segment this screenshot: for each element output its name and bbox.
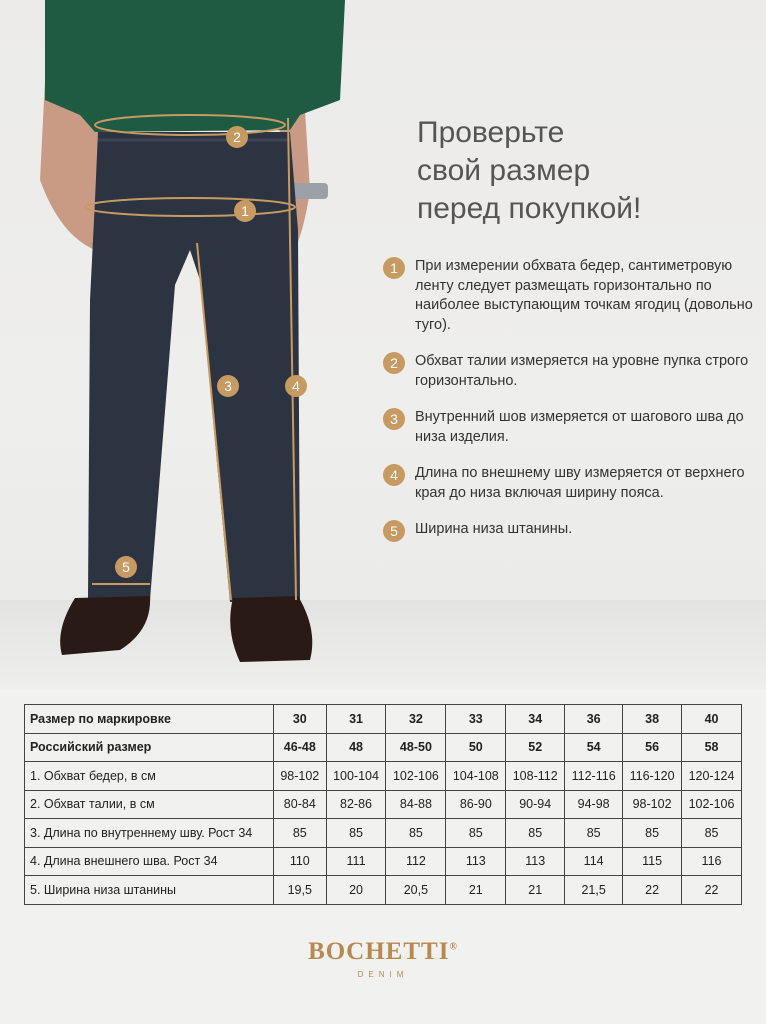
table-cell: 114 xyxy=(565,847,623,876)
photo-marker-3: 3 xyxy=(224,378,232,394)
table-cell: 116-120 xyxy=(623,762,682,791)
table-cell: 84-88 xyxy=(386,790,446,819)
table-cell: 21 xyxy=(446,876,506,905)
table-cell: 21,5 xyxy=(565,876,623,905)
table-cell: 33 xyxy=(446,705,506,734)
table-cell: 90-94 xyxy=(506,790,565,819)
table-cell: 108-112 xyxy=(506,762,565,791)
note-number-badge: 2 xyxy=(383,352,405,374)
row-label: 5. Ширина низа штанины xyxy=(25,876,274,905)
table-cell: 111 xyxy=(326,847,386,876)
photo-marker-5: 5 xyxy=(122,559,130,575)
table-row xyxy=(25,762,742,791)
table-cell: 52 xyxy=(506,733,565,762)
table-cell: 34 xyxy=(506,705,565,734)
table-cell: 20 xyxy=(326,876,386,905)
row-label: 2. Обхват талии, в см xyxy=(25,790,274,819)
table-cell: 82-86 xyxy=(326,790,386,819)
left-shoe xyxy=(60,596,150,655)
photo-marker-2: 2 xyxy=(233,129,241,145)
title-line-1: Проверьте xyxy=(417,116,565,149)
table-cell: 22 xyxy=(623,876,682,905)
table-cell: 50 xyxy=(446,733,506,762)
note-text: Ширина низа штанины. xyxy=(415,521,573,537)
measurement-notes xyxy=(383,257,763,557)
table-cell: 85 xyxy=(386,819,446,848)
table-row xyxy=(25,790,742,819)
table-cell: 48 xyxy=(326,733,386,762)
table-cell: 32 xyxy=(386,705,446,734)
note-item xyxy=(383,520,763,540)
table-cell: 98-102 xyxy=(274,762,327,791)
row-label: Размер по маркировке xyxy=(25,705,274,734)
brand-logo xyxy=(0,938,766,979)
size-chart-table xyxy=(24,704,742,905)
table-cell: 54 xyxy=(565,733,623,762)
table-row xyxy=(25,819,742,848)
table-cell: 48-50 xyxy=(386,733,446,762)
note-text: Внутренний шов измеряется от шагового шва до низа изделия. xyxy=(415,409,744,445)
table-cell: 30 xyxy=(274,705,327,734)
sweater xyxy=(45,0,345,132)
table-cell: 113 xyxy=(506,847,565,876)
table-cell: 20,5 xyxy=(386,876,446,905)
title-line-2: свой размер xyxy=(417,154,591,187)
table-cell: 115 xyxy=(623,847,682,876)
note-number-badge: 5 xyxy=(383,520,405,542)
note-item xyxy=(383,352,763,391)
table-cell: 85 xyxy=(623,819,682,848)
table-cell: 98-102 xyxy=(623,790,682,819)
table-cell: 86-90 xyxy=(446,790,506,819)
table-cell: 85 xyxy=(446,819,506,848)
table-cell: 56 xyxy=(623,733,682,762)
photo-marker-4: 4 xyxy=(292,378,300,394)
table-cell: 120-124 xyxy=(682,762,742,791)
table-cell: 80-84 xyxy=(274,790,327,819)
table-cell: 21 xyxy=(506,876,565,905)
table-cell: 112 xyxy=(386,847,446,876)
note-text: При измерении обхвата бедер, сантиметровую ленту следует размещать горизонтально по наиболее выступающим точкам ягодиц (довольно туго). xyxy=(415,258,753,333)
jeans xyxy=(88,132,300,602)
table-cell: 94-98 xyxy=(565,790,623,819)
note-text: Обхват талии измеряется на уровне пупка строго горизонтально. xyxy=(415,353,749,389)
table-cell: 116 xyxy=(682,847,742,876)
note-item xyxy=(383,464,763,503)
table-cell: 85 xyxy=(274,819,327,848)
note-text: Длина по внешнему шву измеряется от верхнего края до низа включая ширину пояса. xyxy=(415,465,745,501)
table-cell: 102-106 xyxy=(682,790,742,819)
note-item xyxy=(383,408,763,447)
row-label: 4. Длина внешнего шва. Рост 34 xyxy=(25,847,274,876)
table-cell: 85 xyxy=(506,819,565,848)
table-cell: 85 xyxy=(682,819,742,848)
table-cell: 58 xyxy=(682,733,742,762)
note-item xyxy=(383,257,763,335)
table-cell: 19,5 xyxy=(274,876,327,905)
table-cell: 46-48 xyxy=(274,733,327,762)
photo-marker-1: 1 xyxy=(241,203,249,219)
table-cell: 40 xyxy=(682,705,742,734)
table-cell: 100-104 xyxy=(326,762,386,791)
table-cell: 113 xyxy=(446,847,506,876)
table-cell: 85 xyxy=(326,819,386,848)
table-cell: 112-116 xyxy=(565,762,623,791)
table-row xyxy=(25,876,742,905)
table-cell: 104-108 xyxy=(446,762,506,791)
title-line-3: перед покупкой! xyxy=(417,192,642,225)
table-cell: 85 xyxy=(565,819,623,848)
table-row xyxy=(25,705,742,734)
table-cell: 38 xyxy=(623,705,682,734)
note-number-badge: 4 xyxy=(383,464,405,486)
brand-subtitle: DENIM xyxy=(357,970,409,979)
table-cell: 22 xyxy=(682,876,742,905)
table-row xyxy=(25,847,742,876)
right-shoe xyxy=(230,596,312,662)
row-label: 3. Длина по внутреннему шву. Рост 34 xyxy=(25,819,274,848)
registered-mark: ® xyxy=(449,941,458,953)
table-row xyxy=(25,733,742,762)
note-number-badge: 3 xyxy=(383,408,405,430)
brand-name: BOCHETTI xyxy=(308,938,450,965)
table-cell: 110 xyxy=(274,847,327,876)
table-cell: 36 xyxy=(565,705,623,734)
note-number-badge: 1 xyxy=(383,257,405,279)
table-cell: 31 xyxy=(326,705,386,734)
page-title xyxy=(417,114,737,228)
row-label: Российский размер xyxy=(25,733,274,762)
table-cell: 102-106 xyxy=(386,762,446,791)
row-label: 1. Обхват бедер, в см xyxy=(25,762,274,791)
